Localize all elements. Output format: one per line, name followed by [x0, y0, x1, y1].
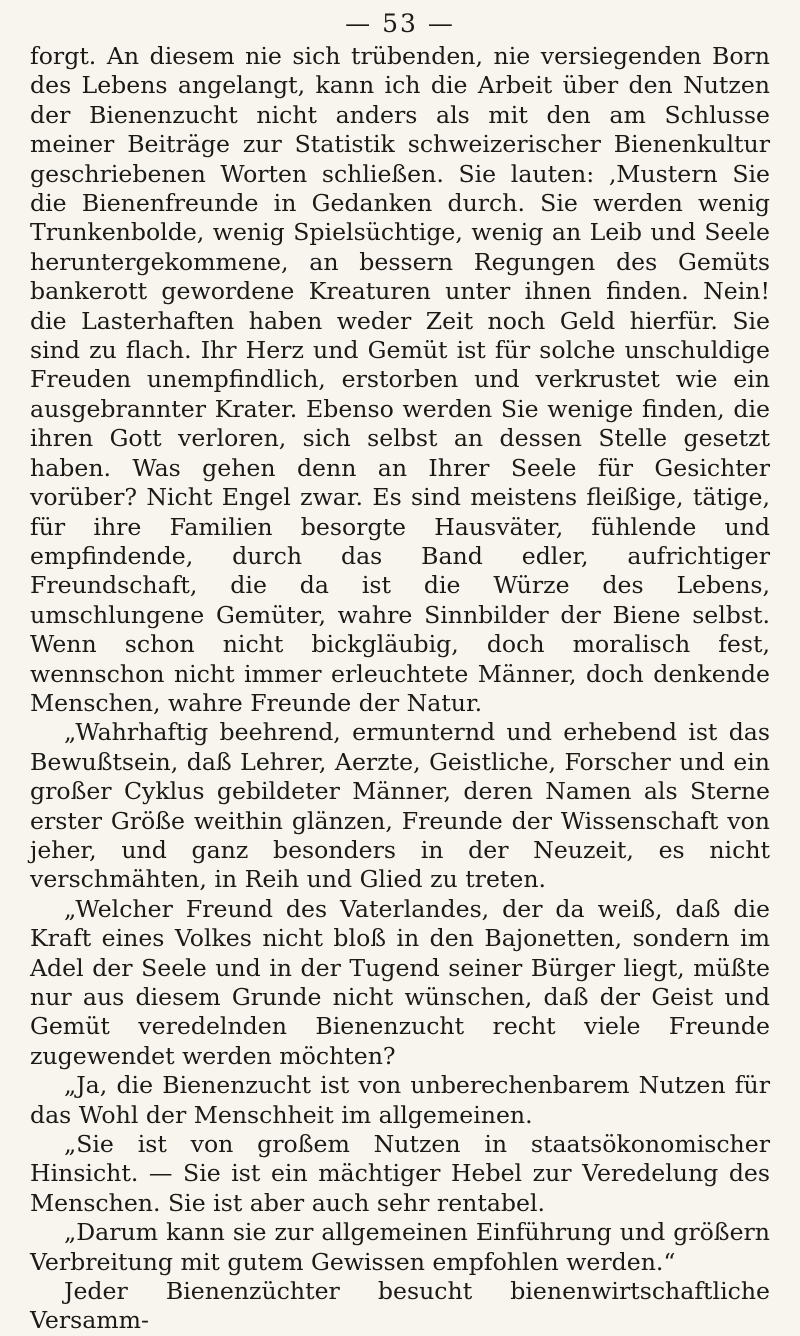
- paragraph: „Wahrhaftig beehrend, ermunternd und erhebend ist das Bewußtsein, daß Lehrer, Aerzte, Geistliche, Forscher und ein großer Cyklus gebildeter Männer, deren Namen als Sterne erster Größe weithin glänzen, Freunde der Wissenschaft von jeher, und ganz besonders in der Neuzeit, es nicht verschmähten, in Reih und Glied zu treten.: [30, 718, 770, 894]
- paragraph: „Darum kann sie zur allgemeinen Einführung und größern Verbreitung mit gutem Gewissen empfohlen werden.“: [30, 1218, 770, 1276]
- paragraph: „Welcher Freund des Vaterlandes, der da weiß, daß die Kraft eines Volkes nicht bloß in den Bajonetten, sondern im Adel der Seele und in der Tugend seiner Bürger liegt, müßte nur aus diesem Grunde nicht wünschen, daß der Geist und Gemüt veredelnden Bienenzucht recht viele Freunde zugewendet werden möchten?: [30, 894, 770, 1070]
- page-number: — 53 —: [345, 9, 455, 38]
- paragraph: „Ja, die Bienenzucht ist von unberechenbarem Nutzen für das Wohl der Menschheit im allgemeinen.: [30, 1071, 770, 1129]
- paragraph: Jeder Bienenzüchter besucht bienenwirtschaftliche Versamm-: [30, 1277, 770, 1335]
- paragraph: „Sie ist von großem Nutzen in staatsökonomischer Hinsicht. — Sie ist ein mächtiger Hebel zur Veredelung des Menschen. Sie ist aber auch sehr rentabel.: [30, 1130, 770, 1217]
- paragraph: forgt. An diesem nie sich trübenden, nie versiegenden Born des Lebens angelangt, kann ich die Arbeit über den Nutzen der Bienenzucht nicht anders als mit den am Schlusse meiner Beiträge zur Statistik schweizerischer Bienenkultur geschriebenen Worten schließen. Sie lauten: ‚Mustern Sie die Bienenfreunde in Gedanken durch. Sie werden wenig Trunkenbolde, wenig Spielsüchtige, wenig an Leib und Seele heruntergekommene, an bessern Regungen des Gemüts bankerott gewordene Kreaturen unter ihnen finden. Nein! die Lasterhaften haben weder Zeit noch Geld hierfür. Sie sind zu flach. Ihr Herz und Gemüt ist für solche unschuldige Freuden unempfindlich, erstorben und verkrustet wie ein ausgebrannter Krater. Ebenso werden Sie wenige finden, die ihren Gott verloren, sich selbst an dessen Stelle gesetzt haben. Was gehen denn an Ihrer Seele für Gesichter vorüber? Nicht Engel zwar. Es sind meistens fleißige, tätige, für ihre Familien besorgte Hausväter, fühlende und empfindende, durch das Band edler, aufrichtiger Freundschaft, die da ist die Würze des Lebens, umschlungene Gemüter, wahre Sinnbilder der Biene selbst. Wenn schon nicht bickgläubig, doch moralisch fest, wennschon nicht immer erleuchtete Männer, doch denkende Menschen, wahre Freunde der Natur.: [30, 42, 770, 717]
- body-text: [30, 42, 770, 1336]
